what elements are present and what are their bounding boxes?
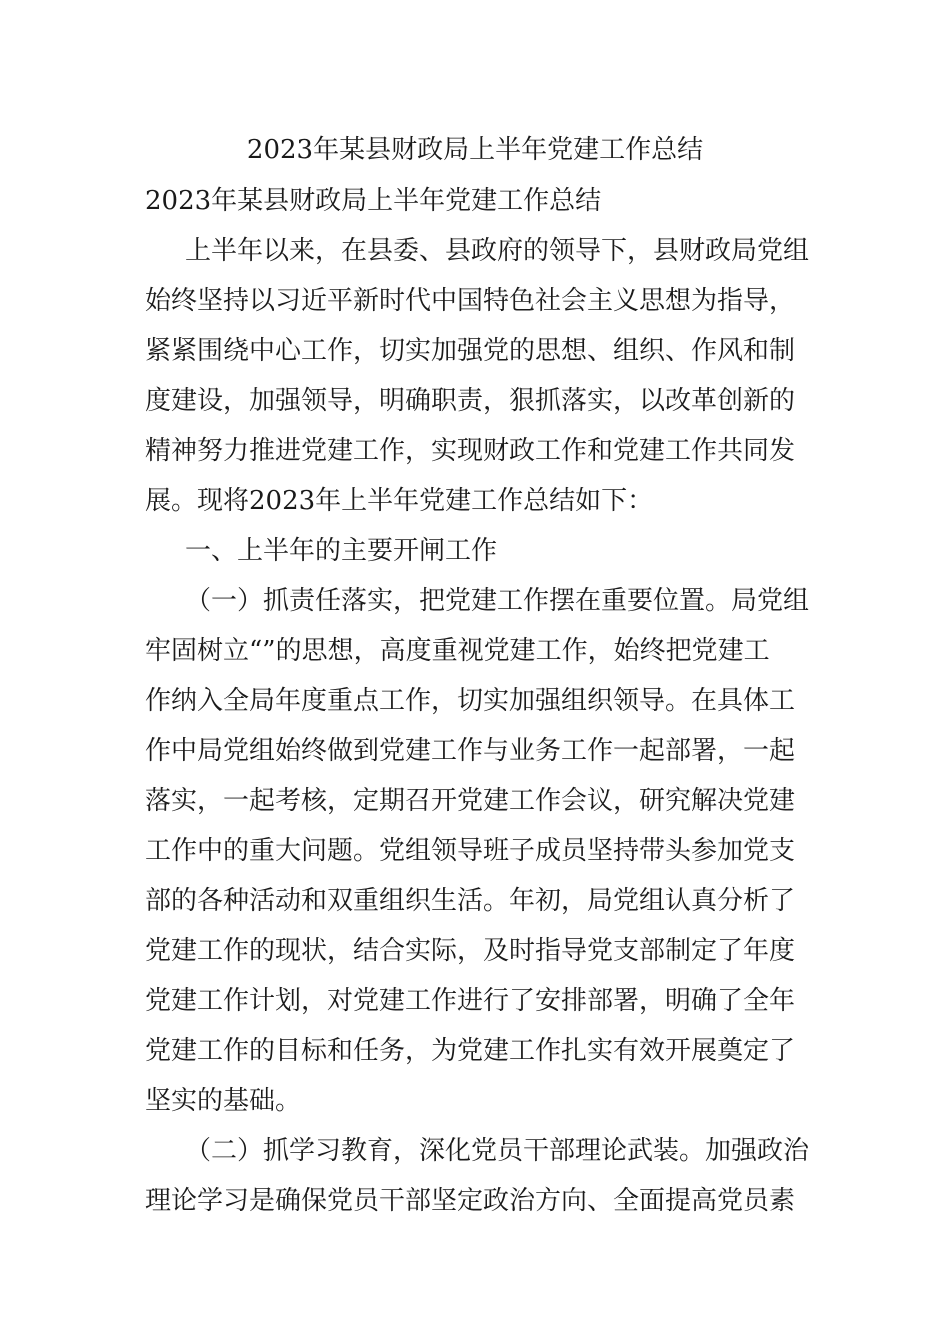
item-one-line: 党建工作的目标和任务，为党建工作扎实有效开展奠定了	[145, 1036, 796, 1066]
item-one-line: 党建工作计划，对党建工作进行了安排部署，明确了全年	[145, 986, 796, 1016]
intro-line: 始终坚持以习近平新时代中国特色社会主义思想为指导，	[145, 286, 796, 316]
intro-paragraph	[145, 226, 809, 526]
item-one-paragraph	[145, 576, 809, 1126]
document-title: 2023年某县财政局上半年党建工作总结	[246, 135, 704, 165]
item-one-line: 部的各种活动和双重组织生活。年初，局党组认真分析了	[145, 886, 796, 916]
section-one-heading: 一、上半年的主要开闸工作	[185, 536, 498, 566]
intro-line: 精神努力推进党建工作，实现财政工作和党建工作共同发	[145, 436, 796, 466]
item-one-line: 工作中的重大问题。党组领导班子成员坚持带头参加党支	[145, 836, 796, 866]
intro-line: 展。现将2023年上半年党建工作总结如下：	[145, 486, 654, 516]
document-body	[145, 176, 809, 1226]
document-subtitle: 2023年某县财政局上半年党建工作总结	[145, 186, 602, 216]
item-two-line: （二）抓学习教育，深化党员干部理论武装。加强政治	[185, 1136, 810, 1166]
item-one-line: 作纳入全局年度重点工作，切实加强组织领导。在具体工	[145, 686, 796, 716]
item-one-line: （一）抓责任落实，把党建工作摆在重要位置。局党组	[185, 586, 810, 616]
item-two-line: 理论学习是确保党员干部坚定政治方向、全面提高党员素	[145, 1186, 796, 1216]
intro-line: 上半年以来，在县委、县政府的领导下，县财政局党组	[185, 236, 810, 266]
intro-line: 度建设，加强领导，明确职责，狠抓落实，以改革创新的	[145, 386, 796, 416]
item-one-line: 党建工作的现状，结合实际，及时指导党支部制定了年度	[145, 936, 796, 966]
item-one-line: 落实，一起考核，定期召开党建工作会议，研究解决党建	[145, 786, 796, 816]
item-one-line: 坚实的基础。	[145, 1086, 302, 1116]
item-one-line: 牢固树立“”的思想，高度重视党建工作，始终把党建工	[145, 636, 770, 666]
intro-line: 紧紧围绕中心工作，切实加强党的思想、组织、作风和制	[145, 336, 796, 366]
item-two-paragraph	[145, 1126, 809, 1226]
item-one-line: 作中局党组始终做到党建工作与业务工作一起部署，一起	[145, 736, 796, 766]
